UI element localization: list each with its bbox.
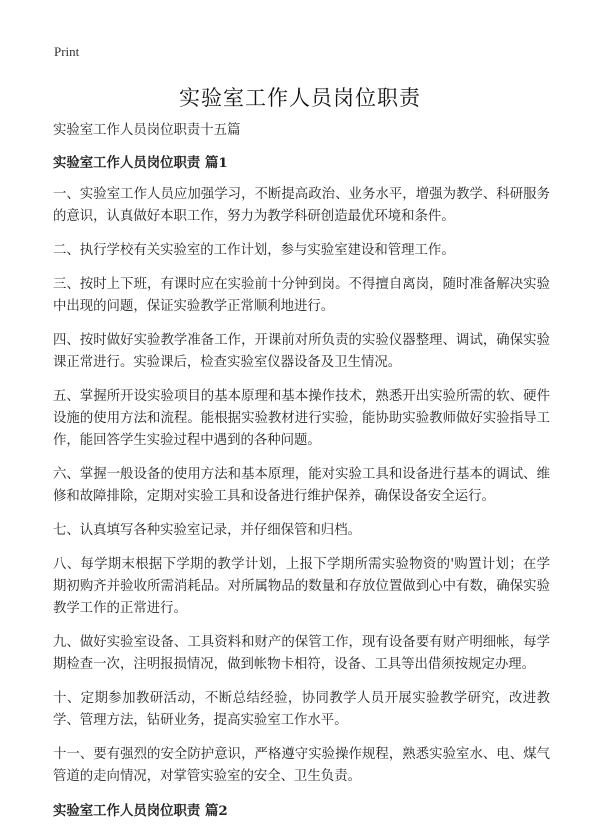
paragraph-4: 四、按时做好实验教学准备工作，开课前对所负责的实验仪器整理、调试，确保实验课正常进行。实验课后，检查实验室仪器设备及卫生情况。 bbox=[53, 333, 550, 370]
paragraph-7: 七、认真填写各种实验室记录，并仔细保管和归档。 bbox=[53, 523, 361, 538]
document-title: 实验室工作人员岗位职责 bbox=[179, 86, 421, 110]
document-body bbox=[53, 120, 550, 832]
paragraph-8: 八、每学期末根据下学期的教学计划，上报下学期所需实验物资的'购置计划；在学期初购齐并验收所需消耗品。对所属物品的数量和存放位置做到心中有数，确保实验教学工作的正常进行。 bbox=[53, 557, 550, 616]
paragraph-2: 二、执行学校有关实验室的工作计划，参与实验室建设和管理工作。 bbox=[53, 243, 455, 258]
paragraph-5: 五、掌握所开设实验项目的基本原理和基本操作技术，熟悉开出实验所需的软、硬件设施的使用方法和流程。能根据实验教材进行实验，能协助实验教师做好实验指导工作，能回答学生实验过程中遇到的各种问题。 bbox=[53, 389, 550, 448]
paragraph-9: 九、做好实验室设备、工具资料和财产的保管工作，现有设备要有财产明细帐，每学期检查一次，注明报损情况，做到帐物卡相符，设备、工具等出借须按规定办理。 bbox=[53, 635, 550, 672]
print-link[interactable]: Print bbox=[54, 44, 80, 59]
section-heading-2: 实验室工作人员岗位职责 篇2 bbox=[53, 803, 228, 819]
paragraph-1: 一、实验室工作人员应加强学习，不断提高政治、业务水平，增强为教学、科研服务的意识，认真做好本职工作，努力为教学科研创造最优环境和条件。 bbox=[53, 187, 550, 224]
document-subtitle: 实验室工作人员岗位职责十五篇 bbox=[53, 123, 241, 138]
paragraph-6: 六、掌握一般设备的使用方法和基本原理，能对实验工具和设备进行基本的调试、维修和故障排除，定期对实验工具和设备进行维护保养，确保设备安全运行。 bbox=[53, 467, 550, 504]
paragraph-10: 十、定期参加教研活动，不断总结经验，协同教学人员开展实验教学研究，改进教学、管理方法，钻研业务，提高实验室工作水平。 bbox=[53, 691, 550, 728]
paragraph-3: 三、按时上下班，有课时应在实验前十分钟到岗。不得擅自离岗，随时准备解决实验中出现的问题，保证实验教学正常顺利地进行。 bbox=[53, 277, 550, 314]
paragraph-11: 十一、要有强烈的安全防护意识，严格遵守实验操作规程，熟悉实验室水、电、煤气管道的走向情况，对掌管实验室的安全、卫生负责。 bbox=[53, 747, 550, 784]
section-heading-1: 实验室工作人员岗位职责 篇1 bbox=[53, 155, 228, 171]
